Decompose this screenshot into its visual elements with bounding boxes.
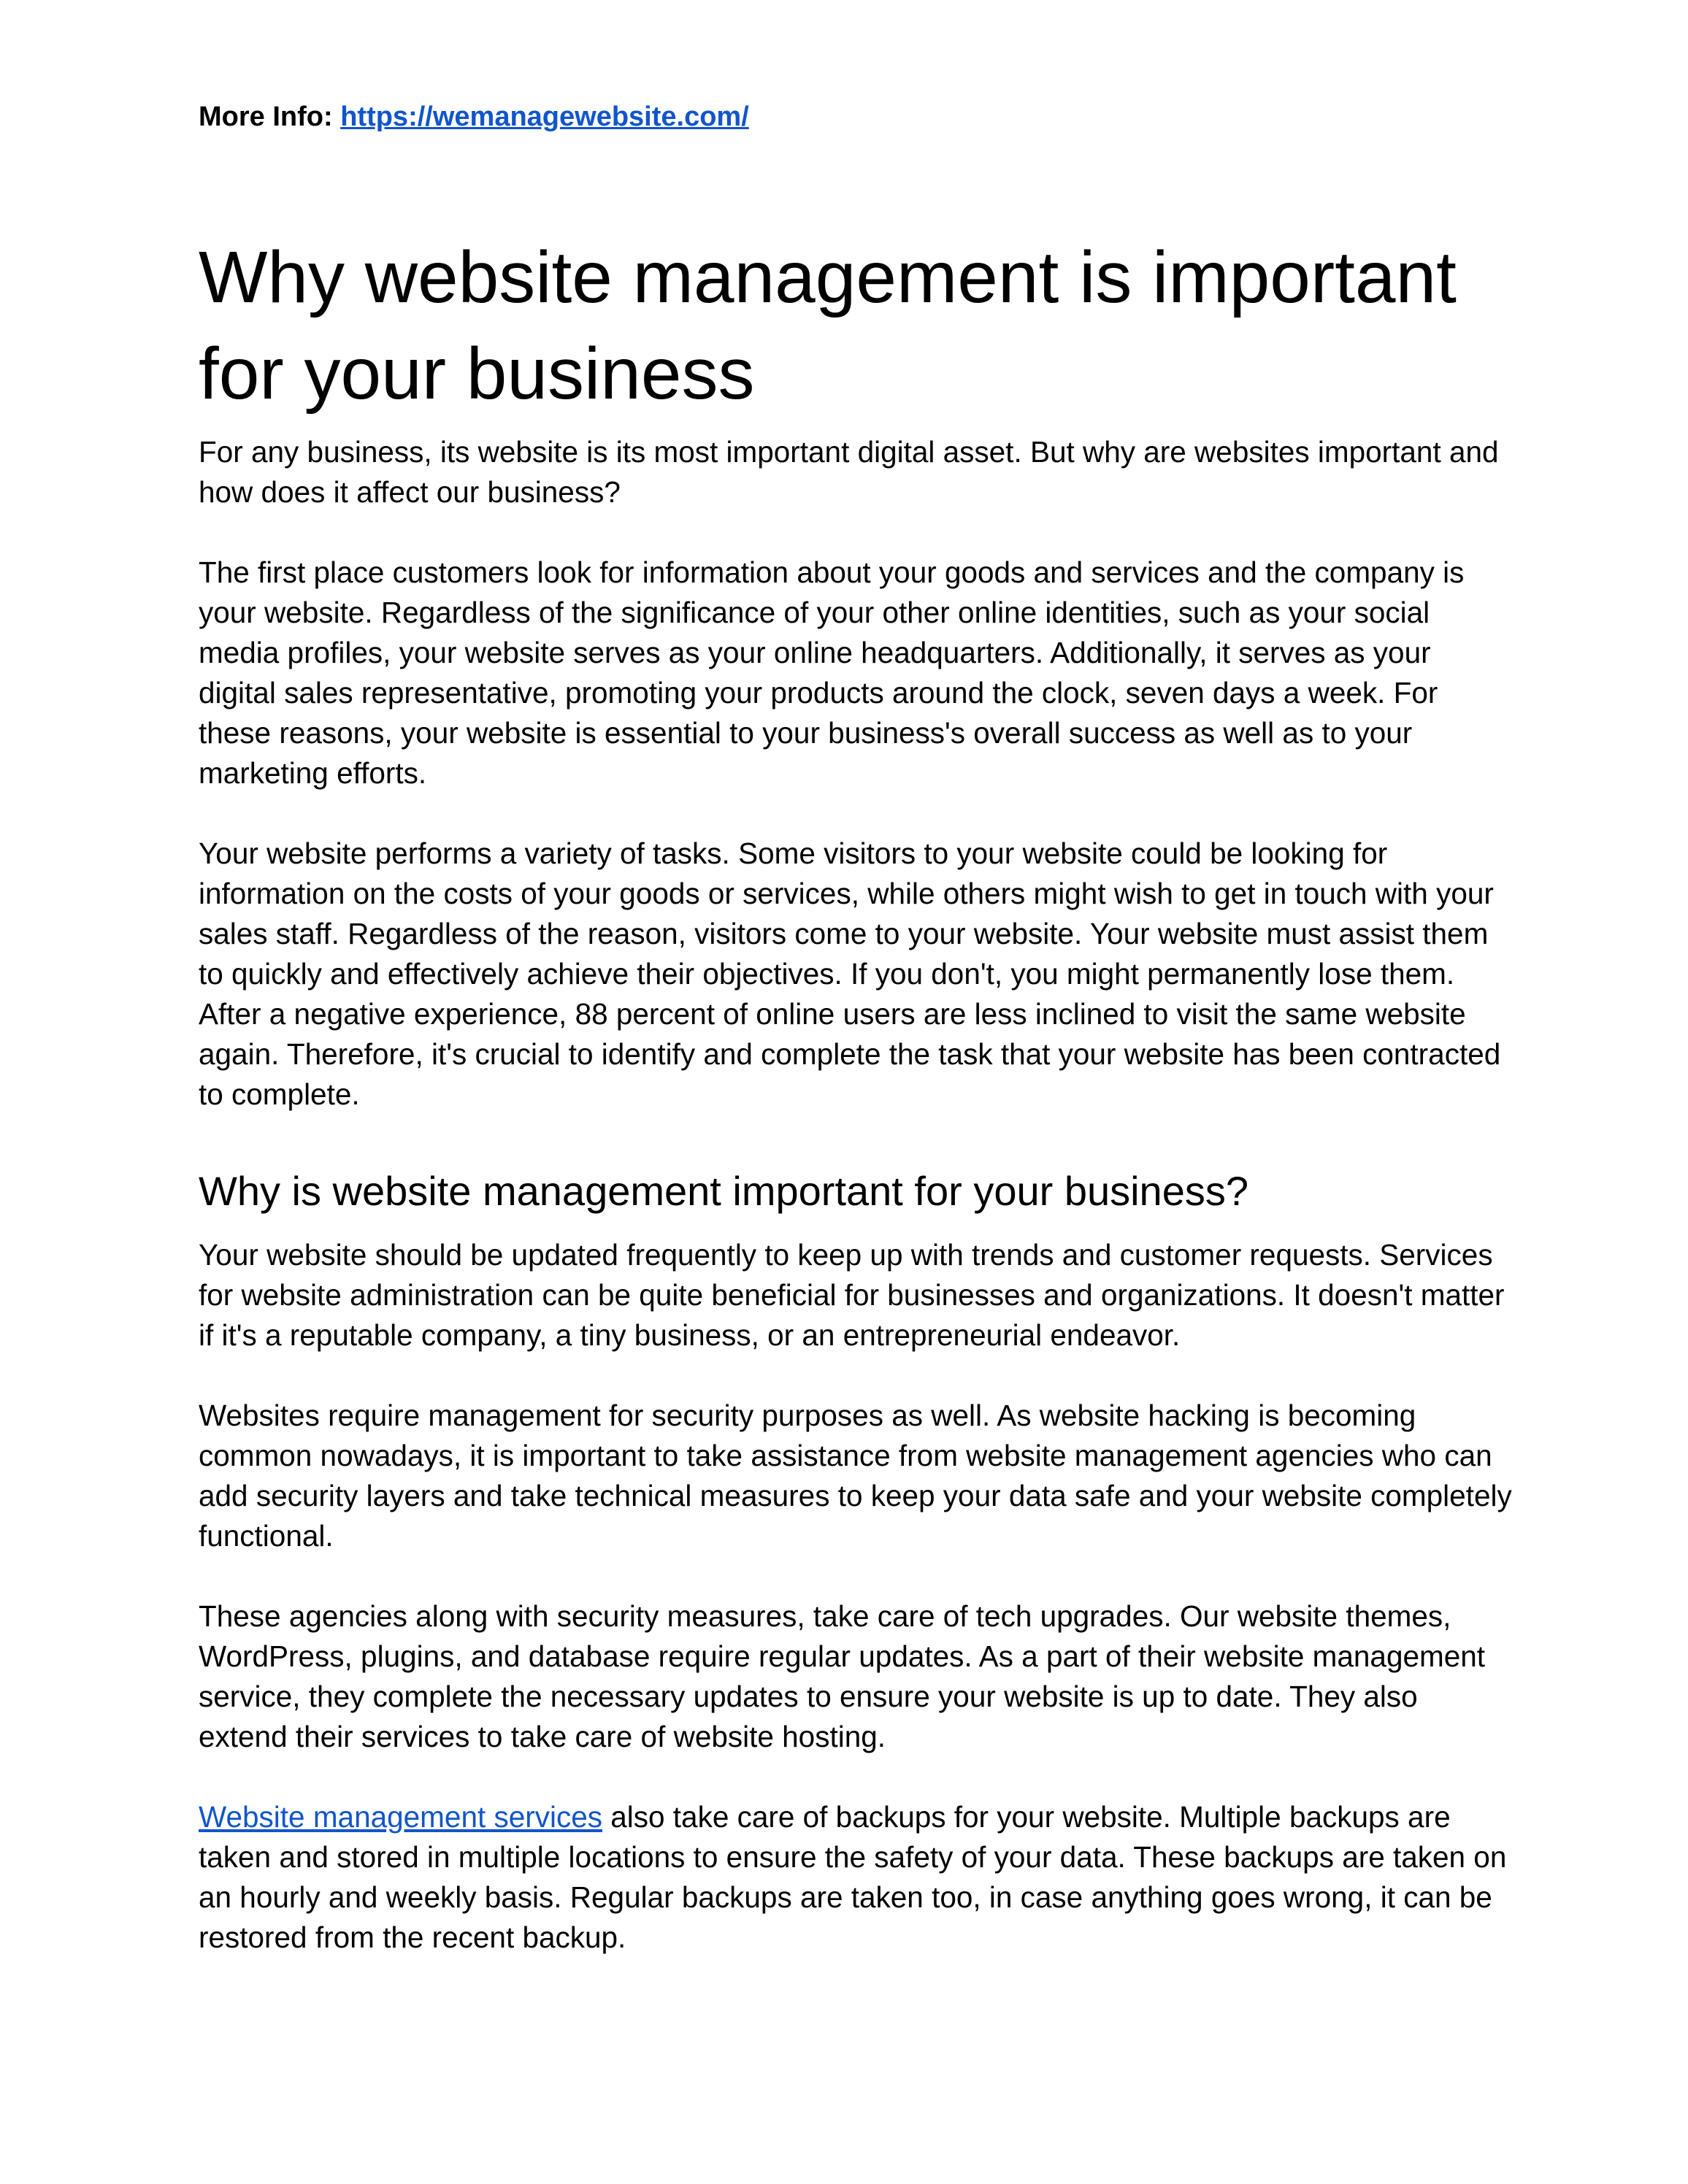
section-paragraph-4-text: also take care of backups for your website. Multiple backups are taken and stored in multiple locations to ensure the safety of your data. These backups are taken on an hourly and weekly basis. Regular backups are taken too, in case anything goes wrong, it can be restored from the recent backup. (199, 1800, 1507, 1954)
section-paragraph-4 (199, 1797, 1513, 1958)
website-management-services-link[interactable]: Website management services (199, 1800, 602, 1834)
section-paragraph-1: Your website should be updated frequently to keep up with trends and customer requests. Services for website administration can be quite beneficial for businesses and organizations. It doesn't matter if it's a reputable company, a tiny business, or an entrepreneurial endeavor. (199, 1238, 1505, 1352)
intro-paragraph-2: The first place customers look for information about your goods and services and the company is your website. Regardless of the significance of your other online identities, such as your social media profiles, your website serves as your online headquarters. Additionally, it serves as your digital sales representative, promoting your products around the clock, seven days a week. For these reasons, your website is essential to your business's overall success as well as to your marketing efforts. (199, 555, 1465, 790)
more-info-label: More Info: (199, 101, 333, 132)
more-info-line (199, 96, 1513, 137)
section-heading: Why is website management important for your business? (199, 1168, 1248, 1214)
section-paragraph-3: These agencies along with security measures, take care of tech upgrades. Our website themes, WordPress, plugins, and database require regular updates. As a part of their website management service, they complete the necessary updates to ensure your website is up to date. They also extend their services to take care of website hosting. (199, 1599, 1486, 1753)
section-paragraph-2: Websites require management for security purposes as well. As website hacking is becoming common nowadays, it is important to take assistance from website management agencies who can add security layers and take technical measures to keep your data safe and your website completely functional. (199, 1399, 1512, 1553)
page-title: Why website management is important for your business (199, 237, 1457, 415)
intro-paragraph-3: Your website performs a variety of tasks. Some visitors to your website could be looking for information on the costs of your goods or services, while others might wish to get in touch with your sales staff. Regardless of the reason, visitors come to your website. Your website must assist them to quickly and effectively achieve their objectives. If you don't, you might permanently lose them. After a negative experience, 88 percent of online users are less inclined to visit the same website again. Therefore, it's crucial to identify and complete the task that your website has been contracted to complete. (199, 837, 1501, 1111)
more-info-link[interactable]: https://wemanagewebsite.com/ (340, 101, 749, 132)
intro-paragraph-1: For any business, its website is its most important digital asset. But why are websites important and how does it affect our business? (199, 435, 1499, 509)
document-page (199, 96, 1513, 1958)
